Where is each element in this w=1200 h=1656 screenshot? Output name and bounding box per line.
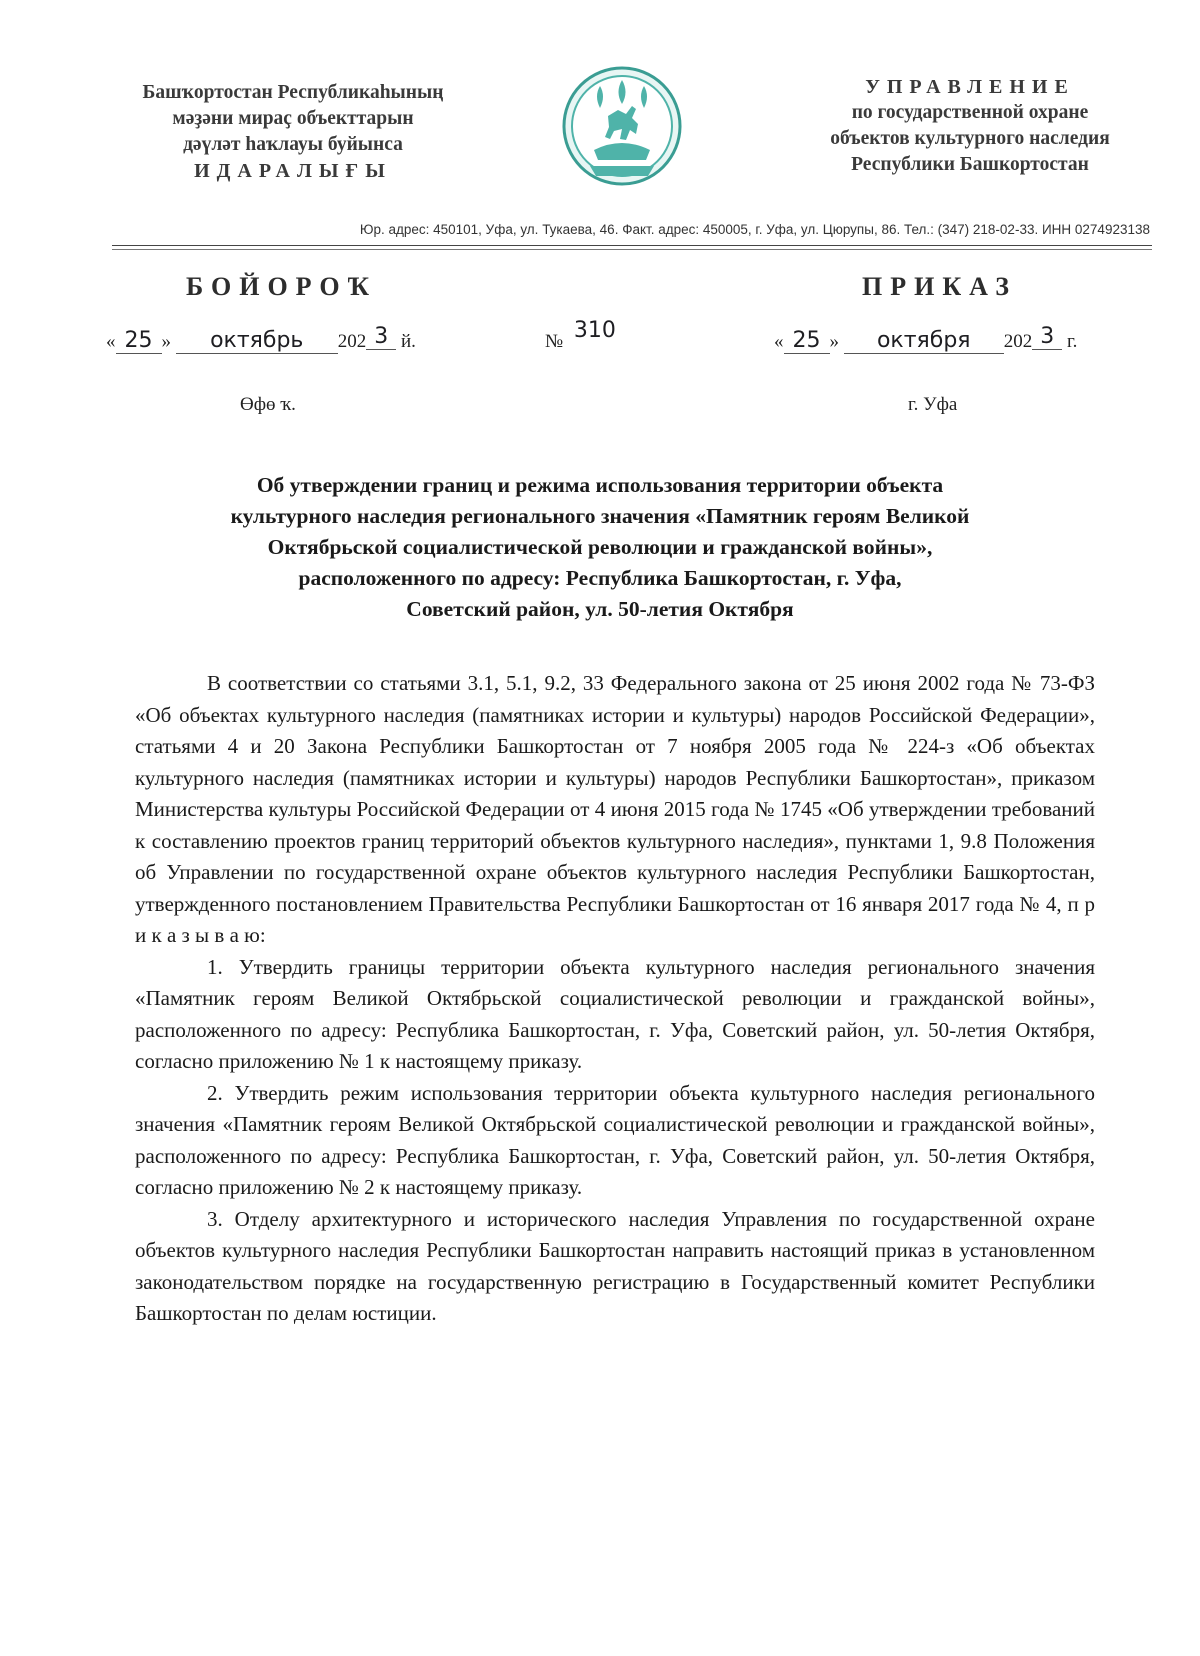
- subject-line: культурного наследия регионального значения «Памятник героям Великой: [230, 504, 970, 528]
- order-number-label: №: [545, 331, 564, 352]
- header-divider-thin: [112, 249, 1152, 250]
- header-right-line: объектов культурного наследия: [830, 128, 1110, 149]
- header-left-block: [108, 80, 478, 184]
- city-ru: г. Уфа: [908, 394, 958, 415]
- date-ba-year-digit: 3: [366, 324, 396, 350]
- clause-paragraph: 1. Утвердить границы территории объекта культурного наследия регионального значения «Памятник героям Великой Октябрьской социалистической революции и гражданской войны», расположенного по адресу: Республика Башкортостан, г. Уфа, Советский район, ул. 50-летия Октября, согласно приложению № 1 к настоящему приказу.: [135, 954, 1095, 1073]
- header-right-line: по государственной охране: [851, 102, 1089, 123]
- date-ru-suffix: г.: [1067, 331, 1078, 352]
- order-number-value: 310: [573, 318, 616, 343]
- header-left-line: Башҡортостан Республикаһының: [142, 82, 444, 103]
- order-title-ru: ПРИКАЗ: [862, 272, 1018, 301]
- clause-paragraph: 2. Утвердить режим использования территории объекта культурного наследия регионального значения «Памятник героям Великой Октябрьской социалистической революции и гражданской войны», расположенного по адресу: Республика Башкортостан, г. Уфа, Советский район, ул. 50-летия Октября, согласно приложению № 2 к настоящему приказу.: [135, 1080, 1095, 1199]
- date-ba-month: октябрь: [176, 328, 338, 354]
- header-right-block: [790, 74, 1150, 178]
- date-ru: « 25 » октября 202 3 г.: [774, 324, 1078, 353]
- date-ru-month: октября: [844, 328, 1004, 354]
- bashkortostan-coat-of-arms-icon: [560, 58, 684, 196]
- subject-line: Об утверждении границ и режима использования территории объекта: [256, 473, 944, 497]
- order-title-ba: БОЙОРОҠ: [186, 272, 378, 301]
- date-ba-suffix: й.: [401, 331, 416, 352]
- date-ba-year-prefix: 202: [337, 331, 367, 352]
- header-left-line: дәүләт һаҡлауы буйынса: [183, 134, 403, 155]
- header-right-org: УПРАВЛЕНИЕ: [865, 76, 1075, 98]
- subject-line: расположенного по адресу: Республика Башкортостан, г. Уфа,: [298, 566, 902, 590]
- subject-line: Октябрьской социалистической революции и гражданской войны»,: [267, 535, 933, 559]
- date-ba: « 25 » октябрь 202 3 й.: [106, 324, 416, 353]
- header-divider: [112, 245, 1152, 246]
- address-line: Юр. адрес: 450101, Уфа, ул. Тукаева, 46. Факт. адрес: 450005, г. Уфа, ул. Цюрупы, 86. Тел.: (347) 218-02-33. ИНН 0274923138: [359, 222, 1150, 237]
- header-right-line: Республики Башкортостан: [851, 154, 1089, 175]
- clause-paragraph: 3. Отделу архитектурного и исторического наследия Управления по государственной охране объектов культурного наследия Республики Башкортостан направить настоящий приказ в установленном законодательством порядке на государственную регистрацию в Государственный комитет Республики Башкортостан по делам юстиции.: [135, 1206, 1095, 1325]
- city-ba: Өфө ҡ.: [240, 394, 296, 415]
- header-left-line: мәҙәни мираҫ объекттарын: [172, 108, 414, 129]
- header-left-org: ИДАРАЛЫҒЫ: [194, 160, 392, 182]
- order-subject: [140, 470, 1060, 625]
- subject-line: Советский район, ул. 50-летия Октября: [406, 597, 794, 621]
- order-body: [135, 668, 1095, 1330]
- order-number: [545, 318, 616, 353]
- preamble-paragraph: В соответствии со статьями 3.1, 5.1, 9.2, 33 Федерального закона от 25 июня 2002 года № 73-ФЗ «Об объектах культурного наследия (памятниках истории и культуры) народов Российской Федерации», статьями 4 и 20 Закона Республики Башкортостан от 7 ноября 2005 года № 224-з «Об объектах культурного наследия (памятниках истории и культуры) народов Республики Башкортостан», приказом Министерства культуры Российской Федерации от 4 июня 2015 года № 1745 «Об утверждении требований к составлению проектов границ территорий объектов культурного наследия», пунктами 1, 9.8 Положения об Управлении по государственной охране объектов культурного наследия Республики Башкортостан, утвержденного постановлением Правительства Республики Башкортостан от 16 января 2017 года № 4, п р и к а з ы в а ю:: [135, 671, 1095, 947]
- date-ru-year-prefix: 202: [1003, 331, 1033, 352]
- date-ru-year-digit: 3: [1032, 324, 1062, 350]
- date-ba-day: 25: [116, 328, 162, 354]
- date-ru-day: 25: [784, 328, 830, 354]
